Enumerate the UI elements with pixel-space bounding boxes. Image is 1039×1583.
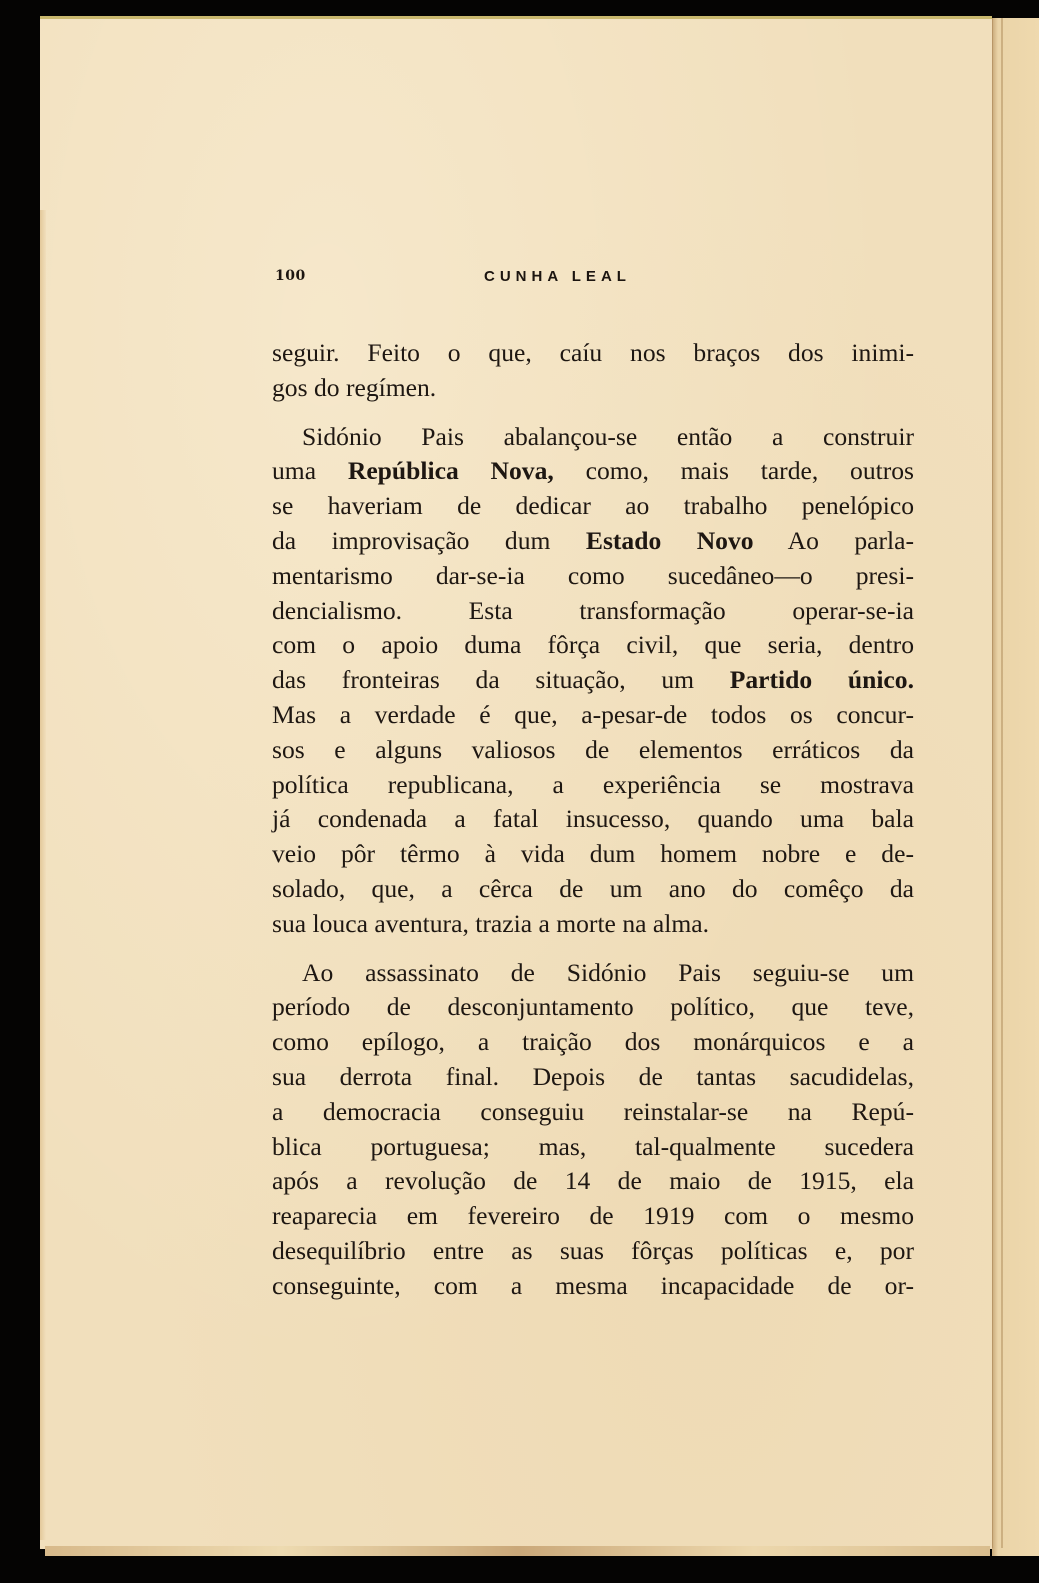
text-line: sua louca aventura, trazia a morte na alma. bbox=[272, 908, 710, 938]
text-line: com o apoio duma fôrça civil, que seria, dentro bbox=[272, 630, 914, 660]
text-line: Mas a verdade é que, a-pesar-de todos os concur- bbox=[272, 699, 914, 729]
text-line: solado, que, a cêrca de um ano do comêço da bbox=[272, 873, 914, 903]
text-line: mentarismo dar-se-ia como sucedâneo—o presi- bbox=[272, 560, 914, 590]
page-bottom-edge bbox=[45, 1546, 990, 1556]
text-line: conseguinte, com a mesma incapacidade de or- bbox=[272, 1270, 914, 1300]
text-line: após a revolução de 14 de maio de 1915, ela bbox=[272, 1166, 914, 1196]
text-line: se haveriam de dedicar ao trabalho penelópico bbox=[272, 491, 914, 521]
bold-phrase: Partido único. bbox=[729, 665, 914, 695]
text-line: seguir. Feito o que, caíu nos braços dos inimi- bbox=[272, 338, 914, 367]
paragraph-spacing bbox=[272, 942, 914, 956]
page-left-edge bbox=[40, 210, 46, 1540]
text-line: reaparecia em fevereiro de 1919 com o mesmo bbox=[272, 1201, 914, 1231]
text-segment: como, mais tarde, outros bbox=[553, 456, 915, 486]
paragraph-spacing bbox=[272, 406, 914, 420]
bold-phrase: República Nova, bbox=[347, 456, 554, 486]
paragraph-1 bbox=[272, 336, 914, 406]
text-line: período de desconjuntamento político, que teve, bbox=[272, 992, 914, 1022]
running-title: CUNHA LEAL bbox=[484, 268, 631, 285]
text-line: política republicana, a experiência se mostrava bbox=[272, 769, 914, 799]
text-line: gos do regímen. bbox=[272, 372, 437, 402]
adjacent-page-edge bbox=[992, 18, 1039, 1556]
text-segment: da improvisação dum bbox=[272, 525, 586, 555]
paragraph-2 bbox=[272, 420, 914, 942]
text-line: blica portuguesa; mas, tal-qualmente sucedera bbox=[272, 1131, 914, 1161]
text-line: a democracia conseguiu reinstalar-se na Repú- bbox=[272, 1096, 914, 1126]
body-text bbox=[272, 336, 914, 1304]
text-segment: uma bbox=[272, 456, 348, 486]
text-line: já condenada a fatal insucesso, quando uma bala bbox=[272, 804, 914, 834]
text-line-with-bold bbox=[272, 663, 914, 698]
page-number: 100 bbox=[275, 268, 306, 284]
text-line: como epílogo, a traição dos monárquicos e a bbox=[272, 1027, 914, 1057]
text-line: desequilíbrio entre as suas fôrças políticas e, por bbox=[272, 1235, 914, 1265]
bold-phrase: Estado Novo bbox=[585, 525, 754, 555]
text-line: sos e alguns valiosos de elementos erráticos da bbox=[272, 734, 914, 764]
text-line-with-bold bbox=[272, 524, 914, 559]
text-line: sua derrota final. Depois de tantas sacudidelas, bbox=[272, 1061, 914, 1091]
text-segment: das fronteiras da situação, um bbox=[272, 665, 730, 695]
text-line: dencialismo. Esta transformação operar-se-ia bbox=[272, 595, 914, 625]
binding-fold bbox=[1001, 18, 1003, 1548]
text-line-with-bold bbox=[272, 454, 914, 489]
paragraph-3 bbox=[272, 956, 914, 1304]
text-line: Ao assassinato de Sidónio Pais seguiu-se um bbox=[302, 957, 914, 987]
text-segment: Ao parla- bbox=[753, 525, 915, 555]
text-line: Sidónio Pais abalançou-se então a construir bbox=[302, 421, 914, 451]
text-line: veio pôr têrmo à vida dum homem nobre e de- bbox=[272, 839, 914, 869]
running-header bbox=[275, 268, 915, 298]
